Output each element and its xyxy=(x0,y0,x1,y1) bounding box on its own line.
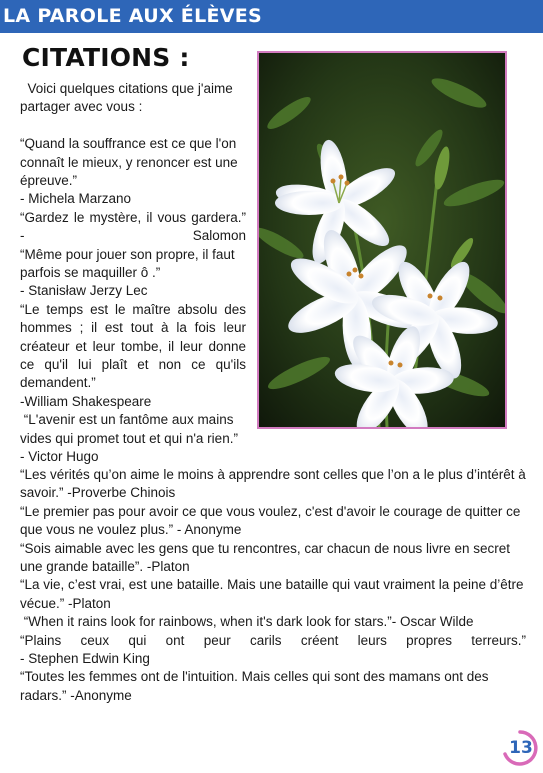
quote-text: “Le temps est le maître absolu des hommes ; il est tout à la fois leur créateur et leur tombe, il leur donne ce qu'il lui plaît et non ce qu'ils demandent.” xyxy=(20,301,246,391)
quote-text: “L'avenir est un fantôme aux mains vides qui promet tout et qui n'a rien.” xyxy=(20,412,238,446)
left-column-text xyxy=(20,80,246,467)
quote-text: “Sois aimable avec les gens que tu rencontres, car chacun de nous livre en secret une grande bataille”. -Platon xyxy=(20,540,511,575)
lilies-photo xyxy=(257,51,507,429)
quote-text: “Même pour jouer son propre, il faut parfois se maquiller ô .” xyxy=(20,246,235,281)
quote-author: - Michela Marzano xyxy=(20,191,132,207)
quote-author: -William Shakespeare xyxy=(20,393,152,409)
quote-text: “Le premier pas pour avoir ce que vous voulez, c'est d'avoir le courage de quitter ce que vous ne voulez plus.” - Anonyme xyxy=(20,503,521,538)
intro-text: Voici quelques citations que j'aime partager avec vous : xyxy=(20,81,233,115)
quote-author: - Stanisław Jerzy Lec xyxy=(20,283,148,299)
quote-text: “Plains ceux qui ont peur carils créent leurs propres terreurs.” xyxy=(20,632,526,648)
quote-text: “When it rains look for rainbows, when it's dark look for stars.”- Oscar Wilde xyxy=(23,614,474,630)
header-banner xyxy=(0,0,543,33)
quote-text: “Quand la souffrance est ce que l'on connaît le mieux, y renoncer est une épreuve.” xyxy=(20,136,238,189)
quote-text: “La vie, c’est vrai, est une bataille. Mais une bataille qui vaut vraiment la peine d’être vécue.” -Platon xyxy=(20,577,524,611)
page-number: 13 xyxy=(509,738,533,758)
page-number-badge xyxy=(500,728,540,768)
quote-author: - Stephen Edwin King xyxy=(20,651,150,667)
lily-flower-image xyxy=(259,53,505,427)
quote-text: “Toutes les femmes ont de l'intuition. Mais celles qui sont des mamans ont des radars.” -Anonyme xyxy=(20,669,489,703)
quote-text: “Gardez le mystère, il vous gardera.” - Salomon xyxy=(20,209,246,244)
section-title: LA PAROLE AUX ÉLÈVES xyxy=(3,5,263,27)
quote-text: “Les vérités qu’on aime le moins à apprendre sont celles que l’on a le plus d’intérêt à savoir.” -Proverbe Chinois xyxy=(20,467,526,501)
article-heading: CITATIONS : xyxy=(22,43,190,72)
full-width-quotes xyxy=(20,466,526,705)
quote-author: - Victor Hugo xyxy=(20,449,99,465)
